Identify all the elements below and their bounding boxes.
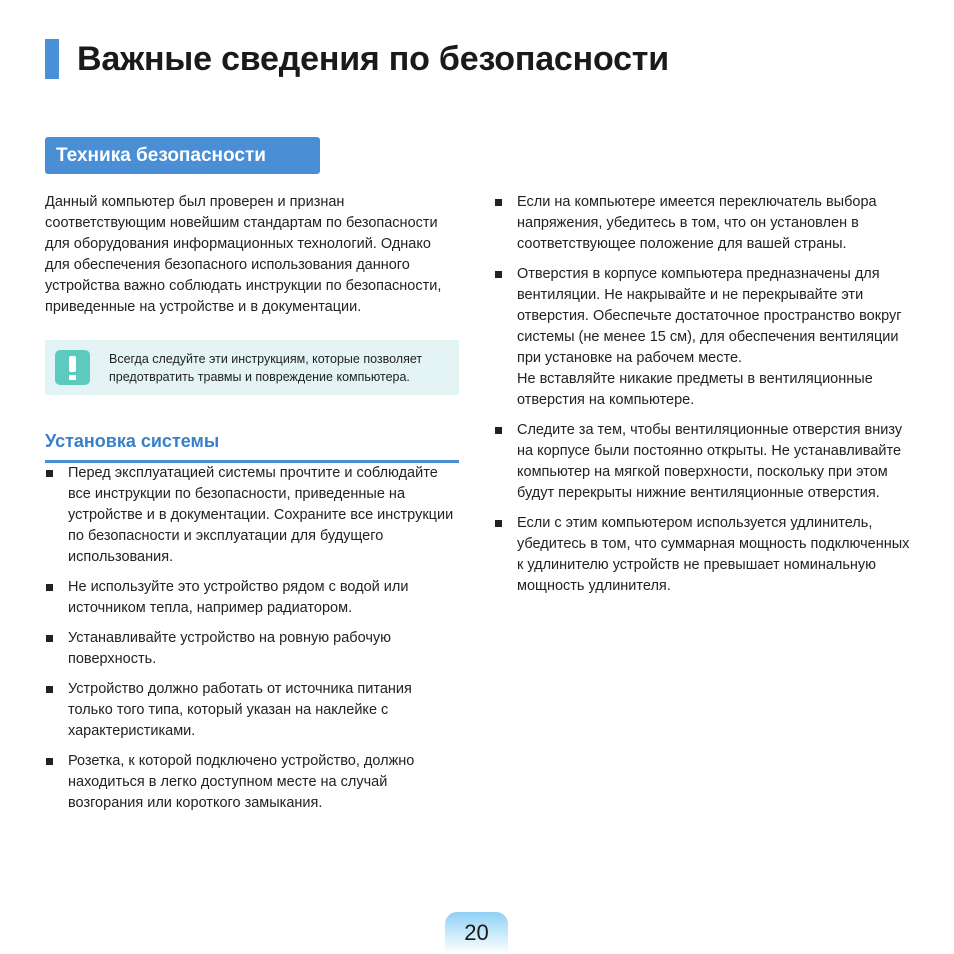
square-bullet-icon	[46, 584, 53, 591]
list-item	[45, 577, 459, 619]
list-item	[494, 264, 914, 411]
exclamation-icon	[55, 350, 90, 385]
note-text: Всегда следуйте эти инструкциям, которые позволяет предотвратить травмы и повреждение компьютера.	[109, 352, 423, 384]
section-tab-safety: Техника безопасности	[45, 137, 320, 174]
square-bullet-icon	[46, 470, 53, 477]
page-number: 20	[445, 912, 508, 954]
square-bullet-icon	[46, 758, 53, 765]
list-item	[45, 463, 459, 568]
list-item-text: Не используйте это устройство рядом с водой или источником тепла, например радиатором.	[68, 579, 409, 616]
square-bullet-icon	[495, 427, 502, 434]
square-bullet-icon	[46, 686, 53, 693]
list-item-text: Устанавливайте устройство на ровную рабочую поверхность.	[68, 630, 391, 667]
list-item	[494, 420, 914, 504]
square-bullet-icon	[495, 271, 502, 278]
left-column	[45, 192, 459, 823]
intro-paragraph: Данный компьютер был проверен и признан соответствующим новейшим стандартам по безопасности для оборудования информационных технологий. Однако для обеспечения безопасного использования данного устройства важно соблюдать инструкции по безопасности, приведенные на устройстве и в документации.	[45, 194, 442, 315]
list-item-text: Устройство должно работать от источника питания только того типа, который указан на наклейке с характеристиками.	[68, 681, 412, 739]
square-bullet-icon	[46, 635, 53, 642]
list-item-text: Отверстия в корпусе компьютера предназначены для вентиляции. Не накрывайте и не перекрывайте эти отверстия. Обеспечьте достаточное пространство вокруг системы (не менее 15 см), для обеспечения вентиляции при установке на рабочем месте.	[517, 266, 902, 366]
list-item-text: Если с этим компьютером используется удлинитель, убедитесь в том, что суммарная мощность подключенных к удлинителю устройств не превышает номинальную мощность удлинителя.	[517, 515, 910, 594]
list-item	[494, 513, 914, 597]
list-item	[494, 192, 914, 255]
list-item-text: Розетка, к которой подключено устройство, должно находиться в легко доступном месте на случай возгорания или короткого замыкания.	[68, 753, 415, 811]
square-bullet-icon	[495, 199, 502, 206]
installation-heading: Установка системы	[45, 429, 459, 463]
square-bullet-icon	[495, 520, 502, 527]
note-box	[45, 340, 459, 395]
installation-list	[45, 463, 459, 814]
list-item-text-continued: Не вставляйте никакие предметы в вентиляционные отверстия на компьютере.	[517, 371, 873, 408]
list-item	[45, 628, 459, 670]
list-item	[45, 679, 459, 742]
title-accent-bar	[45, 39, 59, 79]
list-item-text: Перед эксплуатацией системы прочтите и соблюдайте все инструкции по безопасности, приведенные на устройстве и в документации. Сохраните все инструкции по безопасности и эксплуатации для будущего использования.	[68, 465, 454, 565]
page-title: Важные сведения по безопасности	[77, 40, 669, 78]
right-column	[494, 192, 914, 606]
list-item	[45, 751, 459, 814]
right-list	[494, 192, 914, 597]
list-item-text: Если на компьютере имеется переключатель выбора напряжения, убедитесь в том, что он установлен в соответствующее положение для вашей страны.	[517, 194, 877, 252]
list-item-text: Следите за тем, чтобы вентиляционные отверстия внизу на корпусе были постоянно открыты. Не устанавливайте компьютер на мягкой поверхности, поскольку при этом будут перекрыты нижние вентиляционные отверстия.	[517, 422, 903, 501]
